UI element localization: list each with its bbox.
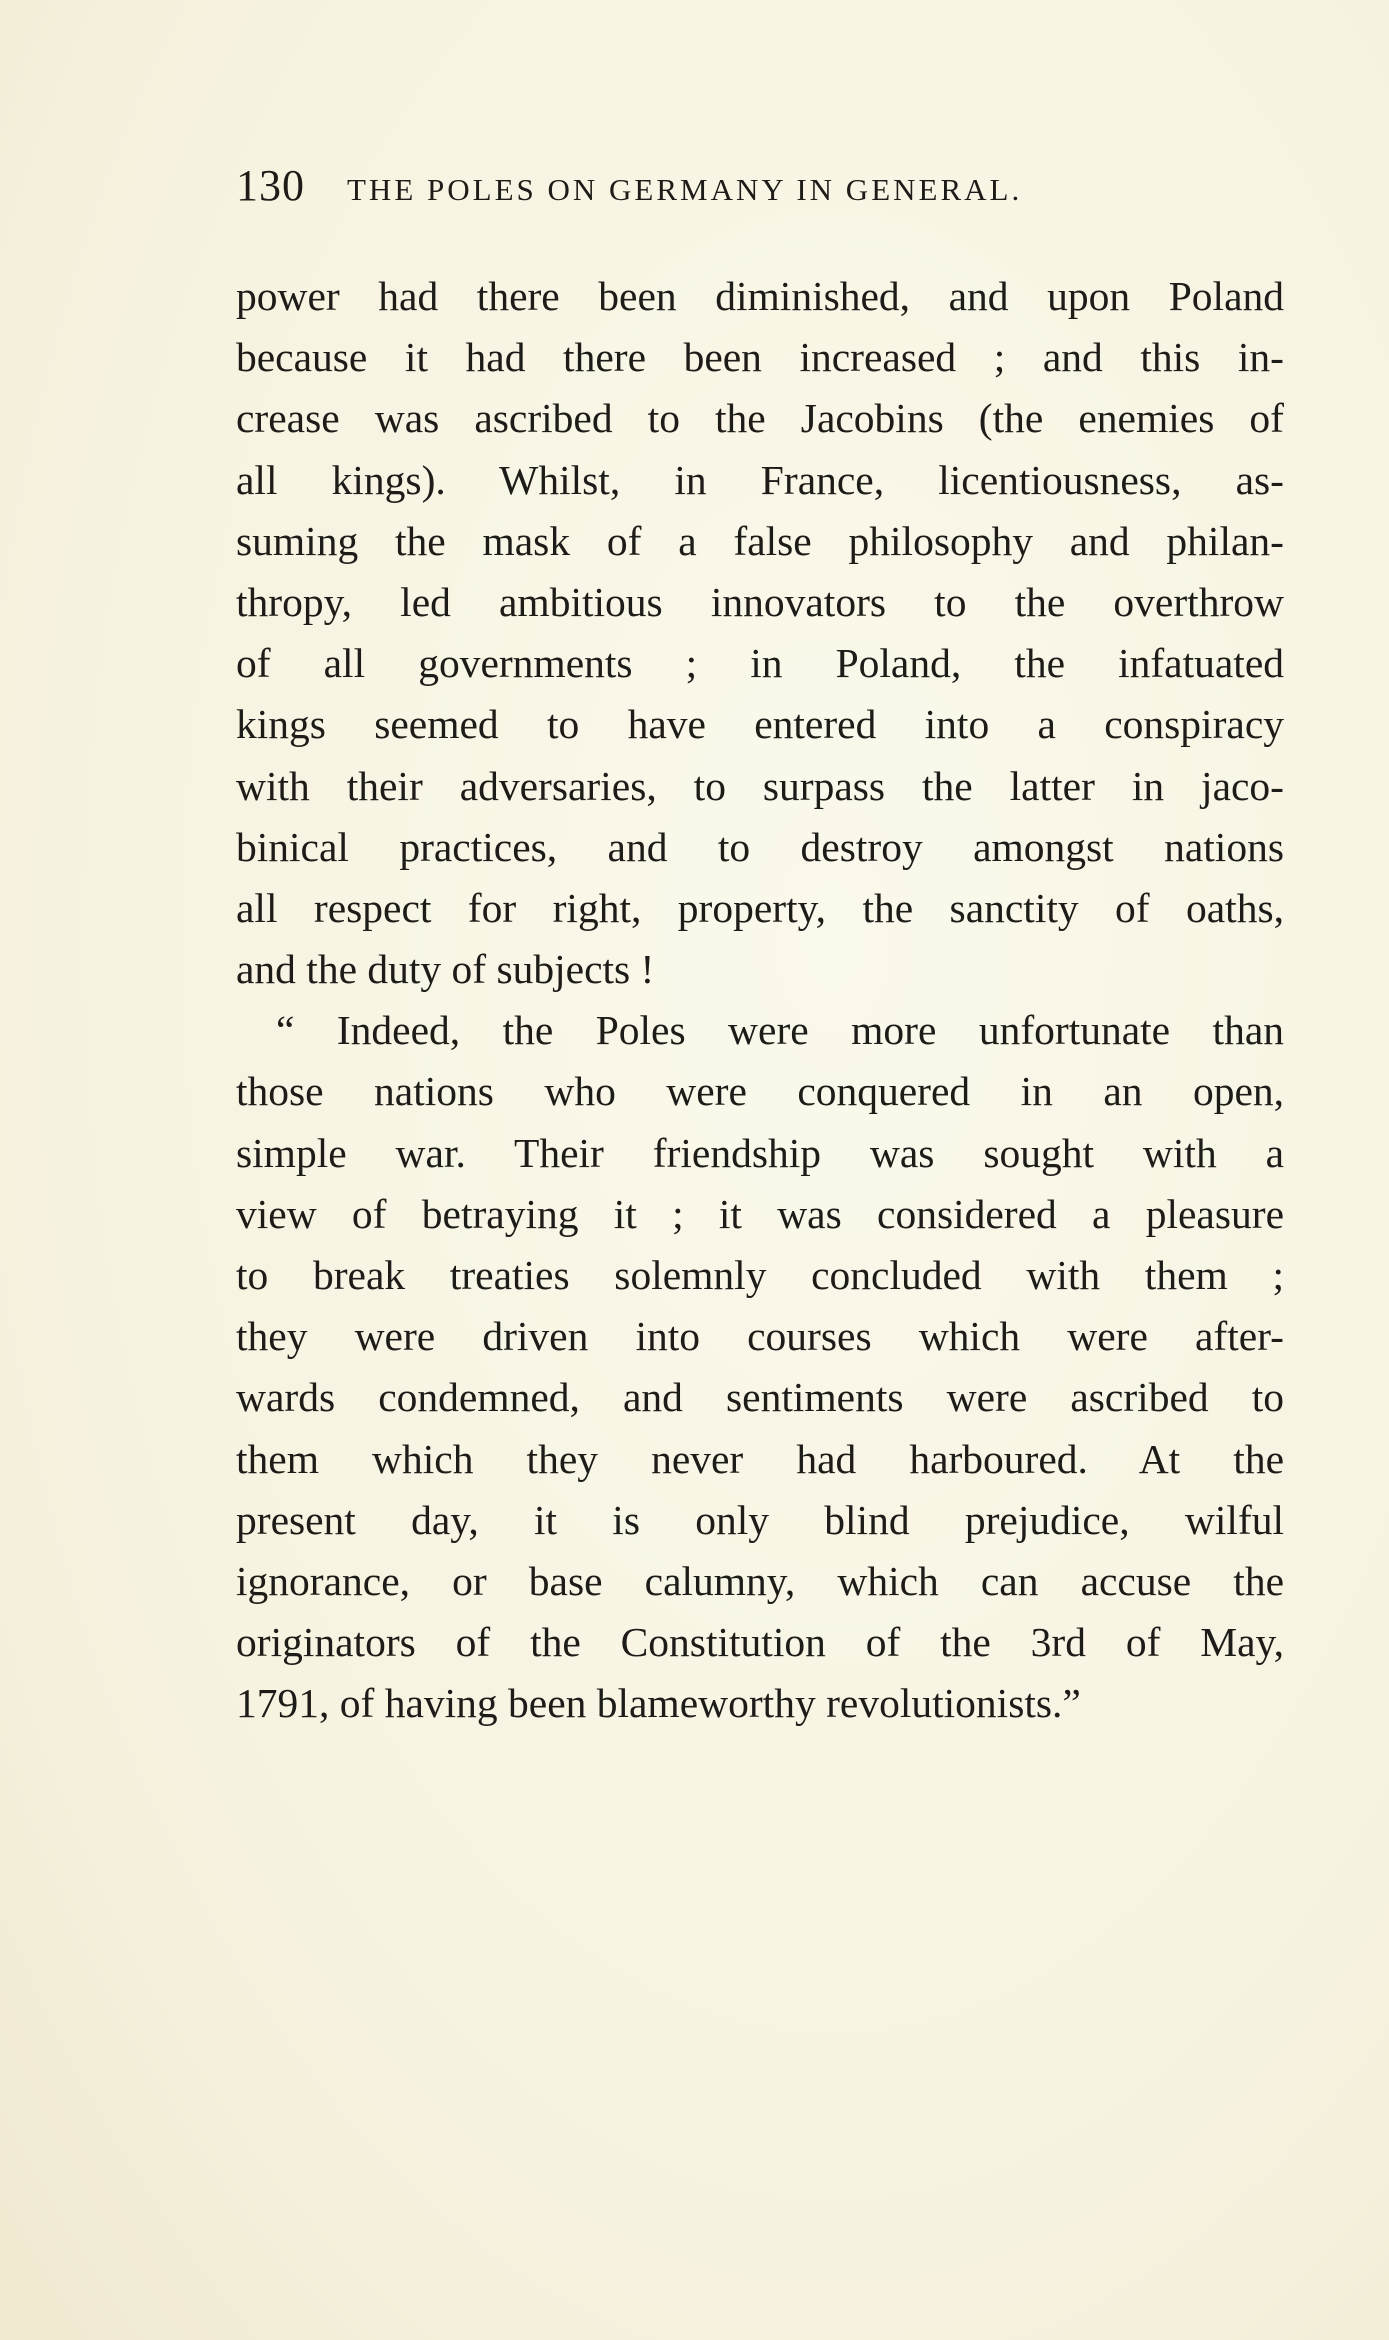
- text-line: and the duty of subjects !: [236, 946, 655, 993]
- text-line: view of betraying it ; it was considered a pleasure: [236, 1190, 1284, 1237]
- text-line: binical practices, and to destroy amongst nations: [236, 823, 1284, 870]
- running-head: [236, 160, 1284, 230]
- text-line: ignorance, or base calumny, which can accuse the: [236, 1557, 1284, 1604]
- paragraph: [236, 266, 1284, 1000]
- text-line: because it had there been increased ; and this in-: [236, 334, 1284, 381]
- text-line: with their adversaries, to surpass the latter in jaco-: [236, 762, 1284, 809]
- text-line: present day, it is only blind prejudice, wilful: [236, 1496, 1284, 1543]
- text-line: them which they never had harboured. At the: [236, 1435, 1284, 1482]
- text-line: power had there been diminished, and upon Poland: [236, 273, 1284, 319]
- text-line: originators of the Constitution of the 3rd of May,: [236, 1619, 1284, 1666]
- book-page: [236, 160, 1284, 1735]
- text-line: they were driven into courses which were after-: [236, 1313, 1284, 1360]
- text-line: to break treaties solemnly concluded with them ;: [236, 1252, 1284, 1298]
- text-line: all respect for right, property, the sanctity of oaths,: [236, 884, 1284, 931]
- paragraph: [236, 1000, 1284, 1734]
- running-head-title: THE POLES ON GERMANY IN GENERAL.: [347, 172, 1023, 207]
- page-number: 130: [236, 161, 305, 210]
- body-text: [236, 266, 1284, 1735]
- text-line: those nations who were conquered in an open,: [236, 1068, 1284, 1115]
- text-line: of all governments ; in Poland, the infatuated: [236, 640, 1284, 687]
- text-line: “ Indeed, the Poles were more unfortunate than: [276, 1007, 1284, 1054]
- text-line: kings seemed to have entered into a conspiracy: [236, 701, 1284, 748]
- text-line: 1791, of having been blameworthy revolutionists.”: [236, 1680, 1081, 1727]
- text-line: simple war. Their friendship was sought with a: [236, 1129, 1284, 1176]
- text-line: suming the mask of a false philosophy and philan-: [236, 517, 1284, 564]
- text-line: all kings). Whilst, in France, licentiousness, as-: [236, 456, 1284, 503]
- text-line: wards condemned, and sentiments were ascribed to: [236, 1374, 1284, 1421]
- text-line: crease was ascribed to the Jacobins (the enemies of: [236, 395, 1284, 442]
- text-line: thropy, led ambitious innovators to the overthrow: [236, 578, 1284, 625]
